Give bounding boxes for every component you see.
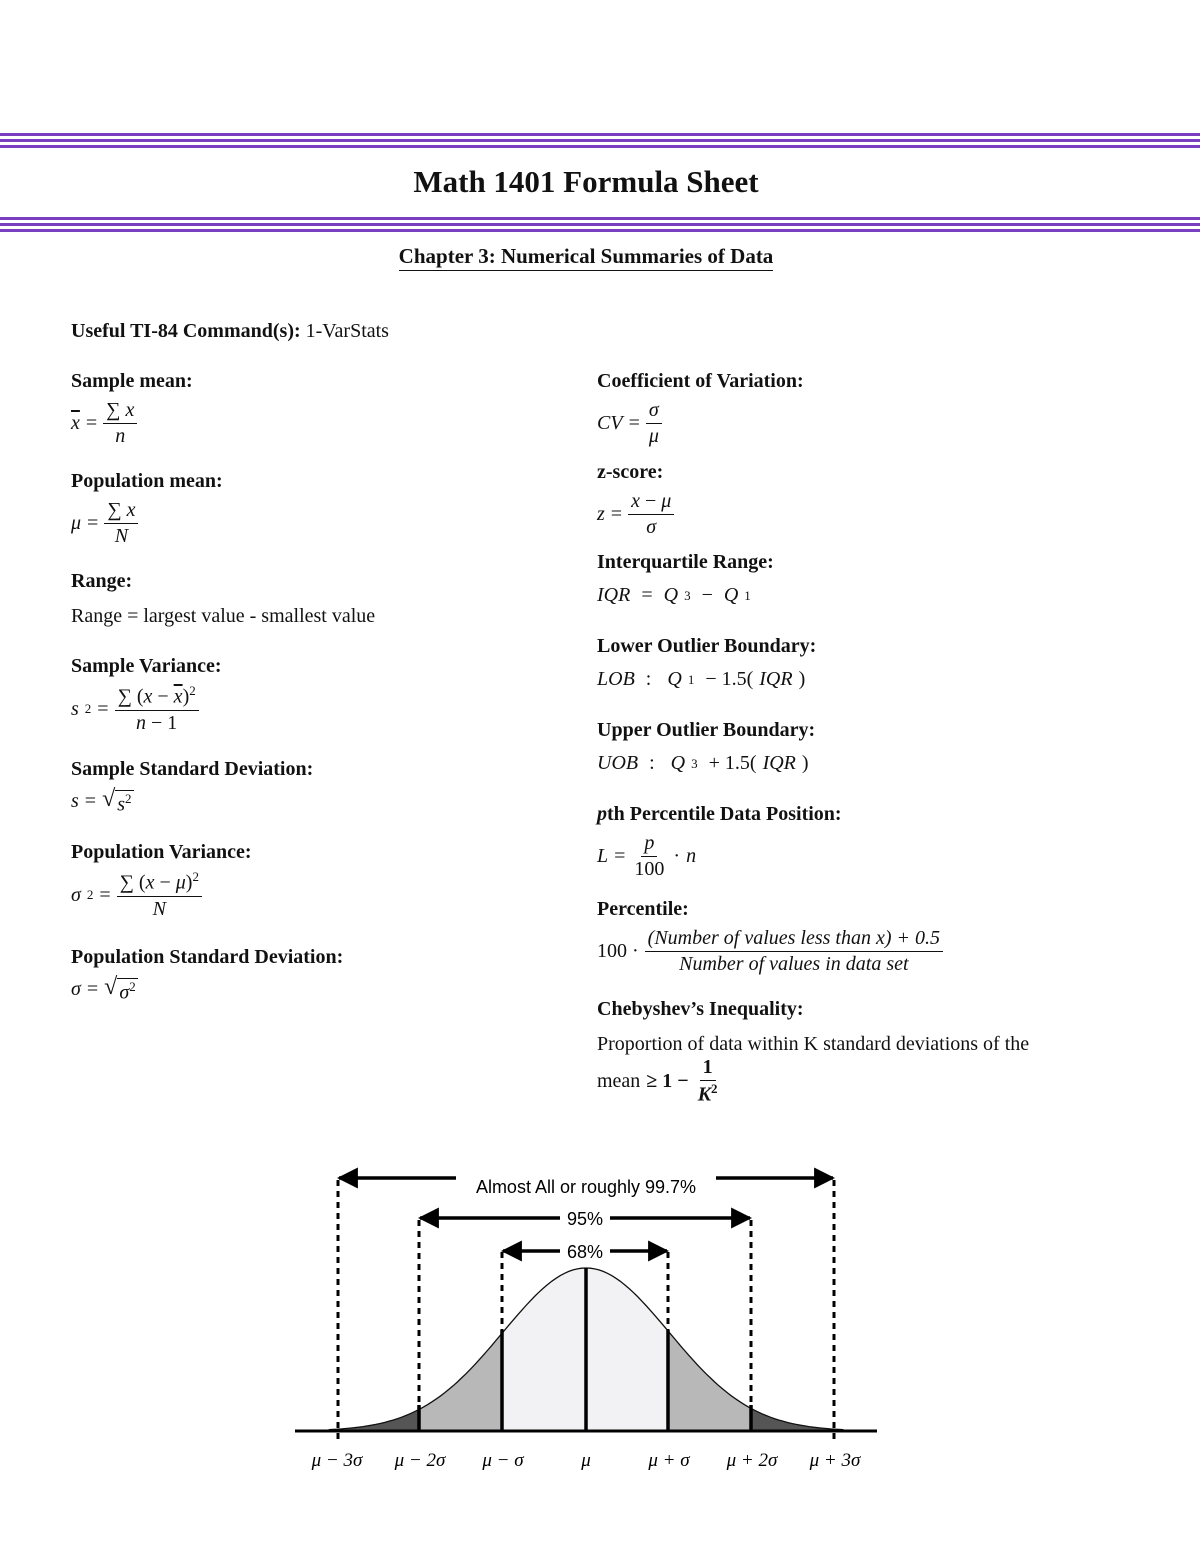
tick-label: μ + 2σ: [726, 1450, 778, 1471]
uob-formula: UOB : Q 3 + 1.5( IQR ): [597, 752, 809, 774]
iqr-formula: IQR = Q 3 − Q 1: [597, 584, 751, 606]
chebyshev-heading: Chebyshev’s Inequality:: [597, 998, 804, 1020]
pth-percentile-formula: L = $\frac{p}{100}$ · n: [597, 832, 697, 880]
percentile-heading: Percentile:: [597, 898, 689, 920]
tick-label: μ − 2σ: [394, 1450, 446, 1471]
range-formula: Range = largest value - smallest value: [71, 605, 376, 627]
chebyshev-formula: mean ≥ 1 − $\frac{1}{K^2}$: [597, 1056, 718, 1106]
cv-formula: CV = $\frac{\sigma}{\mu}$: [597, 399, 804, 448]
sample-mean-formula: $\overline{x}$ = $\frac{\sum x}{n}$: [71, 399, 193, 448]
sample-mean-heading: Sample mean:: [71, 370, 193, 392]
zscore-heading: z-score:: [597, 461, 664, 483]
sample-sd-heading: Sample Standard Deviation:: [71, 758, 314, 780]
population-sd-formula: σ = √ $\sigma^2$: [71, 974, 136, 1004]
tick-labels: [311, 1450, 861, 1471]
chapter-heading-text: Chapter 3: Numerical Summaries of Data: [399, 244, 774, 271]
lob-heading: Lower Outlier Boundary:: [597, 635, 817, 657]
chebyshev-mean: mean: [597, 1069, 641, 1092]
iqr-heading: Interquartile Range:: [597, 551, 774, 573]
tick-label: μ − 3σ: [311, 1450, 363, 1471]
population-mean-heading: Population mean:: [71, 470, 223, 492]
sample-variance-heading: Sample Variance:: [71, 655, 222, 677]
sample-sd-formula: s = √ $s^2$: [71, 786, 132, 816]
label-95: 95%: [566, 1209, 604, 1229]
uob-heading: Upper Outlier Boundary:: [597, 719, 816, 741]
tick-label: μ + 3σ: [809, 1450, 861, 1471]
population-variance-formula: σ 2 = $\frac{\sum (x - \mu)^2}{N}$: [71, 870, 252, 921]
percentile-numerator: (Number of values less than x) + 0.5: [645, 927, 943, 952]
pth-p: p: [597, 803, 607, 825]
zscore-formula: z = $\frac{x - \mu}{\sigma}$: [597, 490, 674, 539]
pth-rest: th Percentile Data Position:: [607, 803, 842, 825]
lob-formula: LOB : Q 1 − 1.5( IQR ): [597, 668, 806, 690]
tick-label: μ − σ: [482, 1450, 524, 1471]
population-mean-formula: μ = $\frac{\sum x}{N}$: [71, 499, 223, 548]
range-heading: Range:: [71, 570, 133, 592]
cv-heading: Coefficient of Variation:: [597, 370, 804, 392]
sample-variance-formula: s 2 = $\frac{\sum (x - \overline{x})^2}{n - 1}$: [71, 684, 222, 735]
population-sd-heading: Population Standard Deviation:: [71, 946, 344, 968]
page-title: Math 1401 Formula Sheet: [413, 164, 759, 199]
label-997: Almost All or roughly 99.7%: [475, 1177, 697, 1197]
ti84-label: Useful TI-84 Command(s):: [71, 320, 301, 342]
population-variance-heading: Population Variance:: [71, 841, 252, 863]
percentile-formula: 100 · $\frac{\text{(Number of values less than x) + 0.5}}{\text{Number of values in data set}}$: [597, 927, 943, 976]
label-68: 68%: [566, 1242, 604, 1262]
ti84-command: 1-VarStats: [305, 320, 389, 342]
tick-label: μ: [581, 1450, 591, 1471]
percentile-denominator: Number of values in data set: [679, 953, 909, 975]
tick-label: μ + σ: [648, 1450, 690, 1471]
chebyshev-text: Proportion of data within K standard deviations of the: [597, 1033, 1030, 1055]
